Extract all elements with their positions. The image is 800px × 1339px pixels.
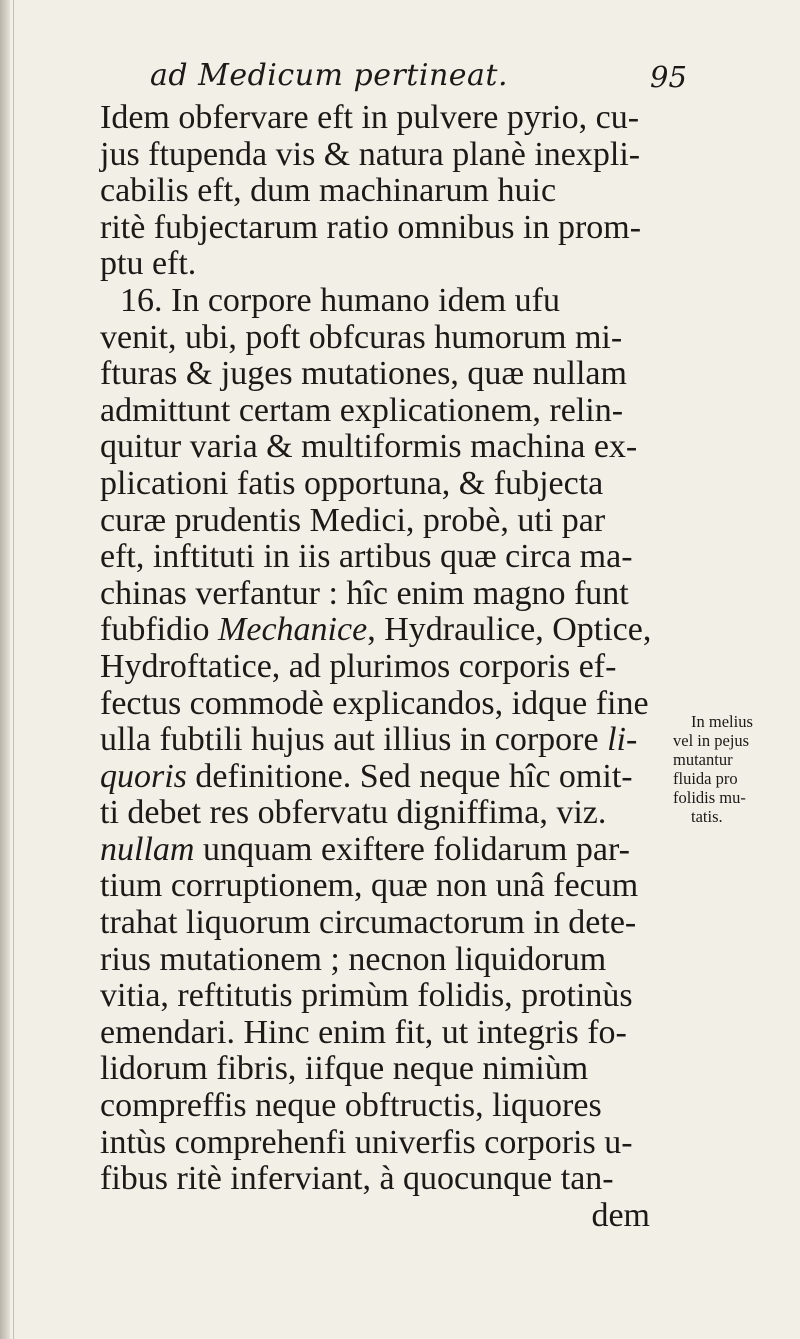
text-line — [100, 393, 660, 430]
text-line — [100, 832, 660, 869]
line-text: ptu eft. — [100, 245, 197, 283]
text-line — [100, 320, 660, 357]
line-text: tium corruptionem, quæ non unâ fecum — [100, 867, 639, 905]
marginal-note-line: folidis mu- — [673, 788, 746, 807]
line-text: trahat liquorum circumactorum in dete- — [100, 904, 637, 942]
text-line — [100, 356, 660, 393]
text-line — [100, 795, 660, 832]
line-text: intùs comprehenfi univerfis corporis u- — [100, 1123, 633, 1161]
text-line — [100, 246, 660, 283]
line-text: venit, ubi, poft obfcuras humorum mi- — [100, 318, 623, 356]
text-line — [100, 759, 660, 796]
text-line — [100, 978, 660, 1015]
line-text: ritè fubjectarum ratio omnibus in prom- — [100, 208, 642, 246]
line-text: lidorum fibris, iifque neque nimiùm — [100, 1050, 589, 1088]
text-line — [100, 466, 660, 503]
line-text: plicationi fatis opportuna, & fubjecta — [100, 464, 604, 502]
line-text: ti debet res obfervatu digniffima, viz. — [100, 794, 607, 832]
line-text: , Hydraulice, Optice, — [367, 611, 652, 649]
italic-term: li- — [607, 721, 638, 759]
text-line — [100, 539, 660, 576]
line-text: eft, inftituti in iis artibus quæ circa ma- — [100, 538, 633, 576]
page-binding-line — [13, 0, 14, 1339]
italic-term: Mechanice — [218, 611, 368, 649]
line-text: definitione. Sed neque hîc omit- — [186, 757, 633, 795]
marginal-note — [673, 712, 793, 826]
text-line — [100, 429, 660, 466]
line-text: unquam exiftere folidarum par- — [194, 830, 630, 868]
line-text: vitia, reftitutis primùm folidis, protinùs — [100, 977, 633, 1015]
text-line — [100, 1051, 660, 1088]
line-text: jus ftupenda vis & natura planè inexpli- — [100, 135, 641, 173]
text-line — [100, 283, 660, 320]
italic-term: nullam — [100, 830, 195, 868]
line-text: fectus commodè explicandos, idque fine — [100, 684, 649, 722]
text-line — [100, 649, 660, 686]
line-text: fubfidio — [100, 611, 219, 649]
text-line — [100, 686, 660, 723]
line-text: fturas & juges mutationes, quæ nullam — [100, 355, 627, 393]
text-line — [100, 173, 660, 210]
text-line — [100, 1015, 660, 1052]
marginal-note-line: In melius — [691, 712, 753, 731]
line-text: ulla fubtili hujus aut illius in corpore — [100, 721, 608, 759]
text-line — [100, 722, 660, 759]
text-line — [100, 576, 660, 613]
text-line — [100, 1088, 660, 1125]
text-line — [100, 210, 660, 247]
line-text: Idem obfervare eft in pulvere pyrio, cu- — [100, 99, 640, 136]
running-title: ad Medicum pertineat. — [150, 58, 509, 93]
text-line — [100, 942, 660, 979]
line-text: chinas verfantur : hîc enim magno funt — [100, 574, 629, 612]
line-text: dem — [591, 1196, 650, 1234]
text-line — [100, 1161, 660, 1198]
line-text: cabilis eft, dum machinarum huic — [100, 172, 557, 210]
line-text: compreffis neque obftructis, liquores — [100, 1087, 602, 1125]
marginal-note-line: fluida pro — [673, 769, 738, 788]
page-binding-shadow — [0, 0, 10, 1339]
page-number: 95 — [650, 60, 687, 94]
line-text: quitur varia & multiformis machina ex- — [100, 428, 638, 466]
text-line — [100, 137, 660, 174]
body-text — [100, 100, 660, 1234]
line-text: admittunt certam explicationem, relin- — [100, 391, 624, 429]
marginal-note-line: vel in pejus — [673, 731, 750, 750]
text-line — [100, 868, 660, 905]
text-line — [100, 612, 660, 649]
text-line — [100, 1198, 660, 1235]
text-line — [100, 1125, 660, 1162]
marginal-note-line: tatis. — [691, 807, 723, 826]
line-text: Hydroftatice, ad plurimos corporis ef- — [100, 647, 617, 685]
text-line — [100, 905, 660, 942]
italic-term: quoris — [100, 757, 187, 795]
marginal-note-line: mutantur — [673, 750, 733, 769]
line-text: curæ prudentis Medici, probè, uti par — [100, 501, 606, 539]
line-text: 16. In corpore humano idem ufu — [120, 281, 560, 319]
line-text: rius mutationem ; necnon liquidorum — [100, 940, 607, 978]
text-line — [100, 100, 660, 137]
text-line — [100, 503, 660, 540]
line-text: fibus ritè inferviant, à quocunque tan- — [100, 1160, 614, 1198]
line-text: emendari. Hinc enim fit, ut integris fo- — [100, 1013, 627, 1051]
